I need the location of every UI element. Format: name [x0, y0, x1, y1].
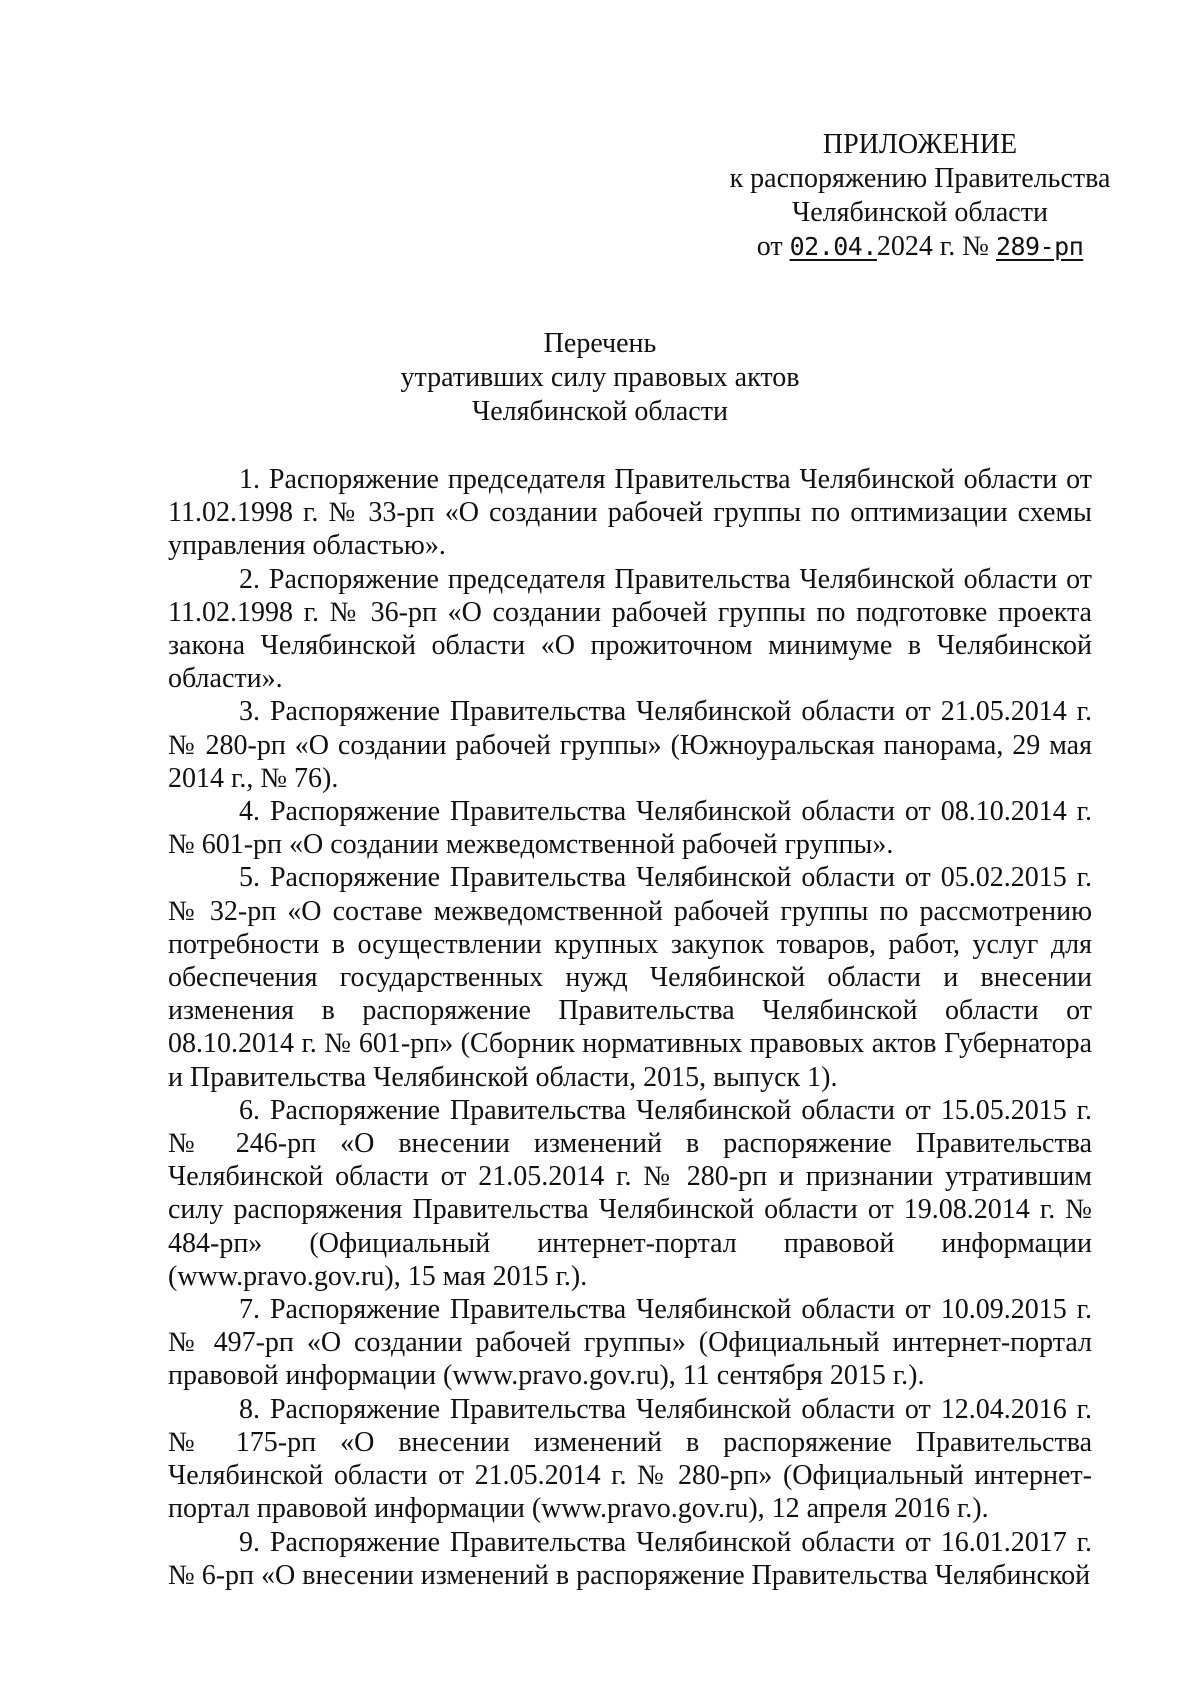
- list-item-8: 8. Распоряжение Правительства Челябинской области от 12.04.2016 г. № 175-рп «О внесении изменений в распоряжение Правительства Челябинской области от 21.05.2014 г. № 280-рп» (Официальный интернет-портал правовой информации (www.pravo.gov.ru), 12 апреля 2016 г.).: [168, 1393, 1092, 1525]
- appendix-line-2: Челябинской области: [792, 197, 1048, 228]
- appendix-date: 02.04.: [789, 232, 877, 261]
- title-line-3: Челябинской области: [472, 396, 728, 427]
- list-item-3: 3. Распоряжение Правительства Челябинской области от 21.05.2014 г. № 280-рп «О создании рабочей группы» (Южноуральская панорама, 29 мая 2014 г., № 76).: [168, 696, 1092, 794]
- list-item-4: 4. Распоряжение Правительства Челябинской области от 08.10.2014 г. № 601-рп «О создании межведомственной рабочей группы».: [168, 796, 1092, 861]
- list-item-7: 7. Распоряжение Правительства Челябинской области от 10.09.2015 г. № 497-рп «О создании рабочей группы» (Официальный интернет-портал правовой информации (www.pravo.gov.ru), 11 сентября 2015 г.).: [168, 1294, 1092, 1392]
- appendix-prefix: от: [756, 231, 783, 262]
- appendix-heading: ПРИЛОЖЕНИЕ: [822, 129, 1018, 160]
- title-line-2: утративших силу правовых актов: [400, 362, 800, 393]
- list-item-2: 2. Распоряжение председателя Правительства Челябинской области от 11.02.1998 г. № 36-рп «О создании рабочей группы по подготовке проекта закона Челябинской области «О прожиточном минимуме в Челябинской области».: [168, 563, 1092, 695]
- appendix-number: 289-рп: [995, 232, 1084, 261]
- document-body: [168, 463, 1092, 1592]
- list-item-9: 9. Распоряжение Правительства Челябинской области от 16.01.2017 г. № 6-рп «О внесении изменений в распоряжение Правительства Челябинской: [168, 1526, 1092, 1591]
- list-item-6: 6. Распоряжение Правительства Челябинской области от 15.05.2015 г. № 246-рп «О внесении изменений в распоряжение Правительства Челябинской области от 21.05.2014 г. № 280-рп и признании утратившим силу распоряжения Правительства Челябинской области от 19.08.2014 г. № 484-рп» (Официальный интернет-портал правовой информации (www.pravo.gov.ru), 15 мая 2015 г.).: [168, 1094, 1092, 1292]
- list-item-1: 1. Распоряжение председателя Правительства Челябинской области от 11.02.1998 г. № 33-рп «О создании рабочей группы по оптимизации схемы управления областью».: [168, 464, 1092, 562]
- list-item-5: 5. Распоряжение Правительства Челябинской области от 05.02.2015 г. № 32-рп «О составе межведомственной рабочей группы по рассмотрению потребности в осуществлении крупных закупок товаров, работ, услуг для обеспечения государственных нужд Челябинской области и внесении изменения в распоряжение Правительства Челябинской области от 08.10.2014 г. № 601-рп» (Сборник нормативных правовых актов Губернатора и Правительства Челябинской области, 2015, выпуск 1).: [168, 862, 1092, 1093]
- appendix-year: 2024 г. №: [876, 231, 989, 262]
- appendix-line-1: к распоряжению Правительства: [729, 163, 1111, 194]
- appendix-block: [700, 128, 1140, 264]
- title-line-1: Перечень: [543, 328, 657, 359]
- appendix-date-line: [700, 230, 1140, 264]
- document-title: [330, 327, 870, 429]
